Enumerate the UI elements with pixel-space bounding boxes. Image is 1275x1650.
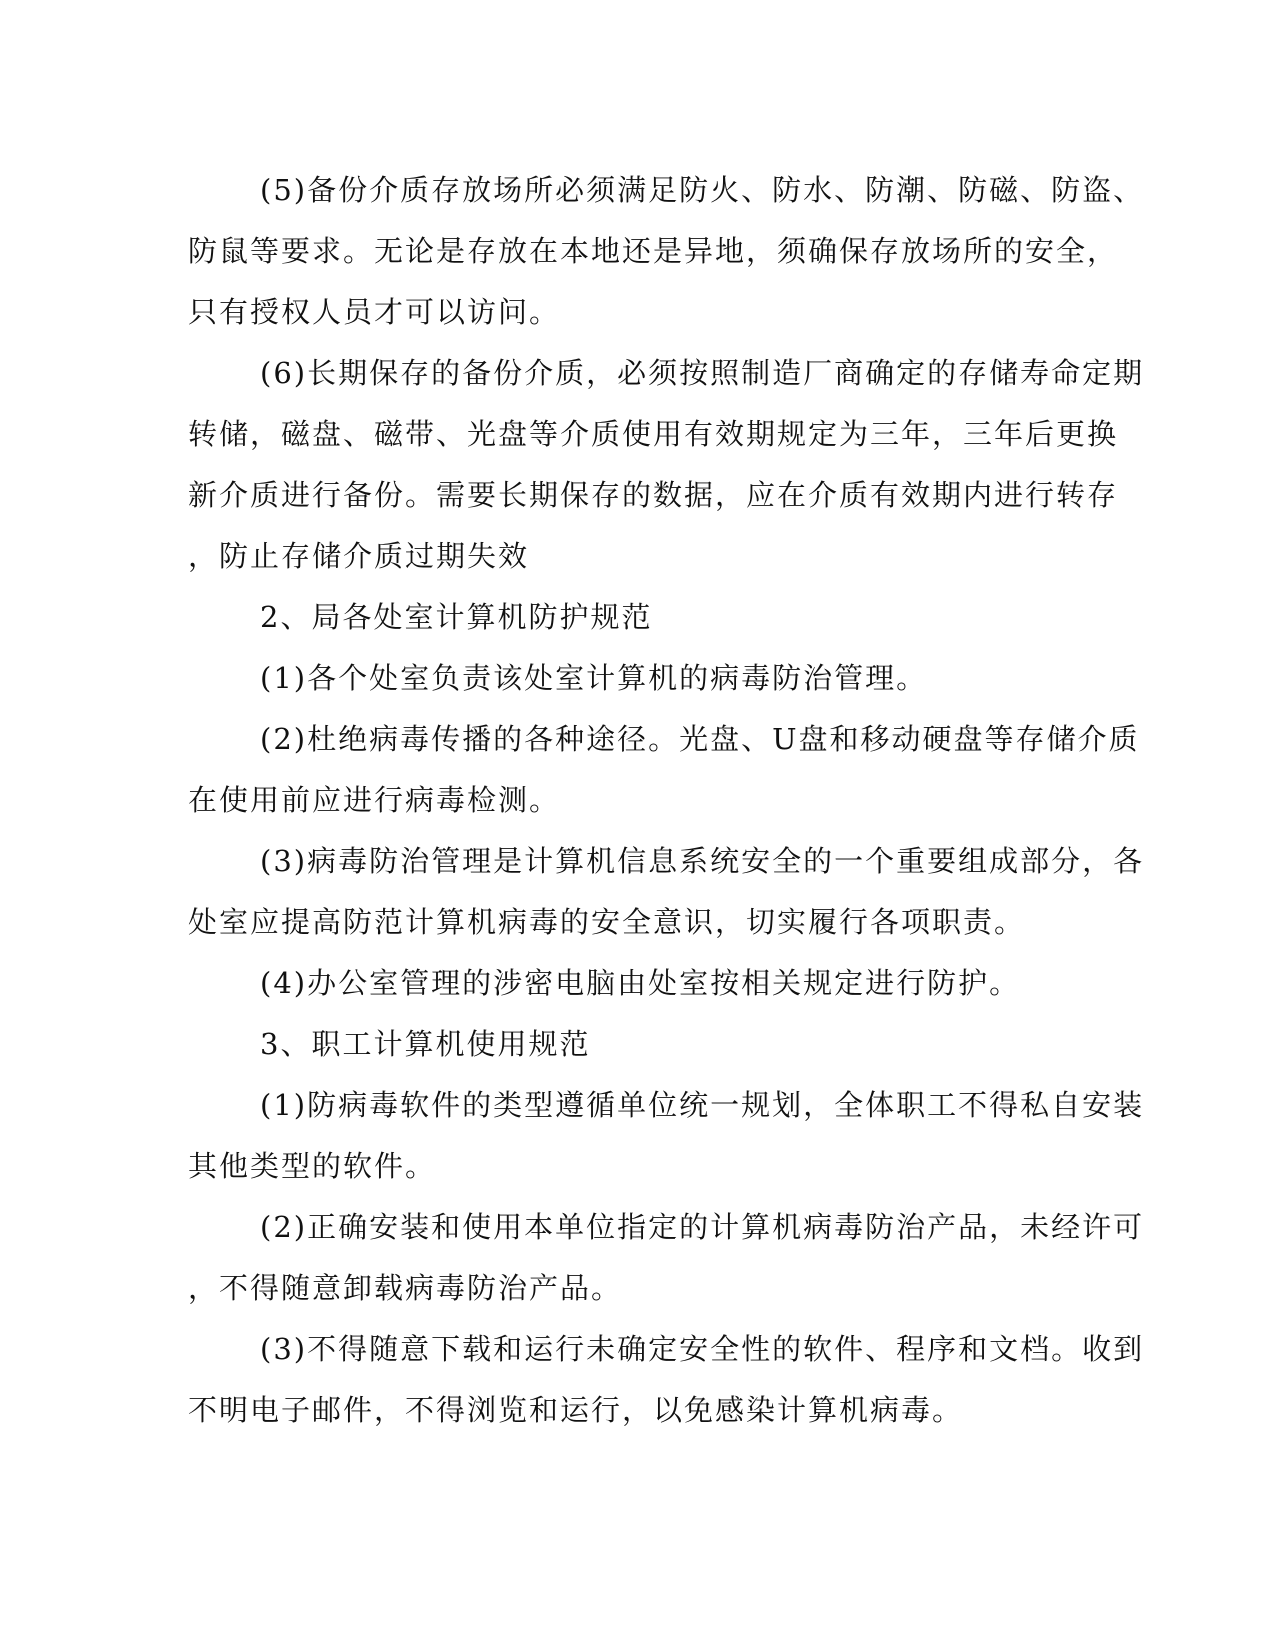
text-line: 处室应提高防范计算机病毒的安全意识，切实履行各项职责。 <box>188 905 1026 939</box>
text-line: 转储，磁盘、磁带、光盘等介质使用有效期规定为三年，三年后更换 <box>188 417 1119 451</box>
text-line: (3)病毒防治管理是计算机信息系统安全的一个重要组成部分，各 <box>260 844 1145 878</box>
text-line: (3)不得随意下载和运行未确定安全性的软件、程序和文档。收到 <box>260 1332 1145 1366</box>
text-line: (4)办公室管理的涉密电脑由处室按相关规定进行防护。 <box>260 966 1021 1000</box>
text-line: ，不得随意卸载病毒防治产品。 <box>188 1271 623 1305</box>
text-line: 防鼠等要求。无论是存放在本地还是异地，须确保存放场所的安全， <box>188 234 1119 268</box>
text-line: ，防止存储介质过期失效 <box>188 539 530 573</box>
text-line: (2)杜绝病毒传播的各种途径。光盘、U盘和移动硬盘等存储介质 <box>260 722 1140 756</box>
text-line: (6)长期保存的备份介质，必须按照制造厂商确定的存储寿命定期 <box>260 356 1145 390</box>
section-heading: 2、局各处室计算机防护规范 <box>260 600 653 634</box>
text-line: 不明电子邮件，不得浏览和运行，以免感染计算机病毒。 <box>188 1393 964 1427</box>
text-line: 其他类型的软件。 <box>188 1149 437 1183</box>
text-line: (5)备份介质存放场所必须满足防火、防水、防潮、防磁、防盗、 <box>260 173 1145 207</box>
section-heading: 3、职工计算机使用规范 <box>260 1027 591 1061</box>
document-body <box>188 160 1145 1441</box>
text-line: (2)正确安装和使用本单位指定的计算机病毒防治产品，未经许可 <box>260 1210 1145 1244</box>
text-line: (1)防病毒软件的类型遵循单位统一规划，全体职工不得私自安装 <box>260 1088 1145 1122</box>
text-line: (1)各个处室负责该处室计算机的病毒防治管理。 <box>260 661 928 695</box>
text-line: 只有授权人员才可以访问。 <box>188 295 561 329</box>
text-line: 新介质进行备份。需要长期保存的数据，应在介质有效期内进行转存 <box>188 478 1119 512</box>
text-line: 在使用前应进行病毒检测。 <box>188 783 561 817</box>
